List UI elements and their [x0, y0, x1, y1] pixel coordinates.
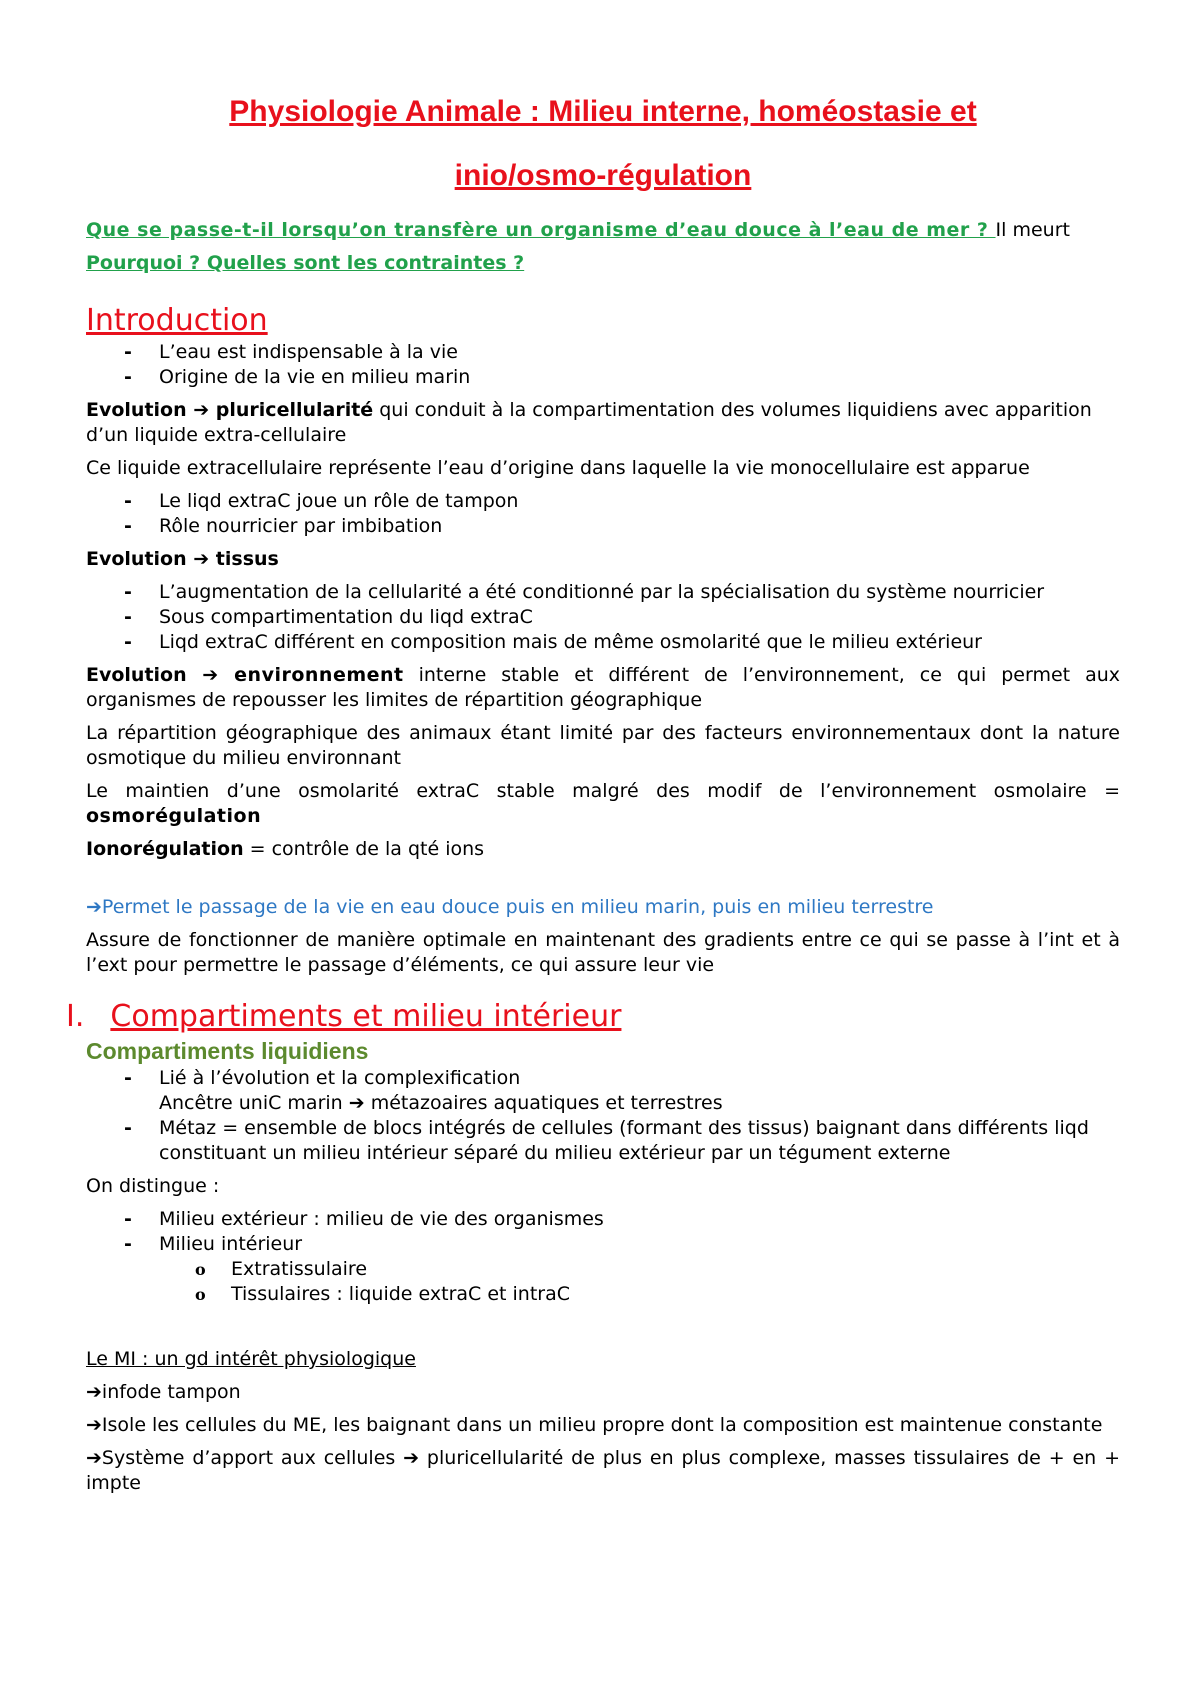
list-item: - L’eau est indispensable à la vie — [86, 340, 1120, 365]
list-item-line: Lié à l’évolution et la complexification — [159, 1067, 521, 1089]
list-item: - Milieu intérieur — [86, 1232, 1120, 1257]
paragraph: La répartition géographique des animaux étant limité par des facteurs environnementaux dont la nature osmotique du milieu environnant — [86, 722, 1120, 769]
ionoregulation-text: = contrôle de la qté ions — [243, 838, 485, 860]
mi-title: Le MI : un gd intérêt physiologique — [86, 1348, 416, 1370]
section-number: I. — [66, 999, 85, 1034]
question-1-answer: Il meurt — [995, 219, 1070, 241]
list-item: - Sous compartimentation du liqd extraC — [86, 605, 1120, 630]
intro-heading: Introduction — [86, 303, 268, 338]
paragraph-text: Le maintien d’une osmolarité extraC stable malgré des modif de l’environnement osmolaire = — [86, 780, 1120, 802]
question-2-text: Pourquoi ? Quelles sont les contraintes ? — [86, 252, 525, 274]
evolution-label: Evolution — [86, 399, 194, 421]
evolution-label: Evolution — [86, 548, 194, 570]
evolution-term: environnement — [218, 664, 404, 686]
title-line-1: Physiologie Animale : Milieu interne, homéostasie et — [229, 95, 977, 128]
list-item: - Origine de la vie en milieu marin — [86, 365, 1120, 390]
list-item-line: Ancêtre uniC marin ➔ métazoaires aquatiques et terrestres — [159, 1092, 723, 1114]
milieu-bullets — [86, 1207, 1120, 1257]
evolution-term: tissus — [209, 548, 279, 570]
list-item: - L’augmentation de la cellularité a été conditionné par la spécialisation du système nourricier — [86, 580, 1120, 605]
blue-arrow-line: ➔Permet le passage de la vie en eau douce puis en milieu marin, puis en milieu terrestre — [86, 896, 934, 918]
list-item — [86, 1066, 1120, 1116]
section-1-bullets — [86, 1066, 1120, 1166]
arrow-line: ➔Système d’apport aux cellules ➔ pluricellularité de plus en plus complexe, masses tissulaires de + en + impte — [86, 1447, 1120, 1494]
arrow-icon: ➔ — [193, 548, 210, 570]
question-2 — [86, 247, 1120, 280]
evolution-label: Evolution — [86, 664, 203, 686]
intro-bullets-3 — [86, 580, 1120, 655]
document-page — [66, 80, 1120, 1504]
subsection-heading: Compartiments liquidiens — [86, 1038, 369, 1064]
evolution-text: qui conduit à la compartimentation des volumes liquidiens avec apparition d’un liquide extra-cellulaire — [86, 399, 1092, 446]
milieu-interieur-subbullets — [86, 1257, 1120, 1307]
evolution-text: interne stable et différent de l’environnement, ce qui permet aux organismes de repousser les limites de répartition géographique — [86, 664, 1120, 711]
section-title: Compartiments et milieu intérieur — [110, 999, 622, 1034]
arrow-line: ➔Isole les cellules du ME, les baignant dans un milieu propre dont la composition est maintenue constante — [86, 1414, 1103, 1436]
arrow-icon: ➔ — [202, 664, 219, 686]
list-item: - Rôle nourricier par imbibation — [86, 514, 1120, 539]
osmoregulation-paragraph — [86, 779, 1120, 829]
arrow-line: ➔infode tampon — [86, 1381, 241, 1403]
paragraph: Assure de fonctionner de manière optimale en maintenant des gradients entre ce qui se passe à l’int et à l’ext pour permettre le passage d’éléments, ce qui assure leur vie — [86, 929, 1120, 976]
question-1-text: Que se passe-t-il lorsqu’on transfère un organisme d’eau douce à l’eau de mer ? — [86, 219, 996, 241]
evolution-term: pluricellularité — [209, 399, 374, 421]
section-1-heading — [68, 998, 1120, 1036]
evolution-tissus — [86, 547, 1120, 572]
list-item: o Extratissulaire — [86, 1257, 1120, 1282]
list-item: - Milieu extérieur : milieu de vie des organismes — [86, 1207, 1120, 1232]
evolution-pluricellularite — [86, 398, 1120, 448]
ionoregulation-term: Ionorégulation — [86, 838, 244, 860]
list-item: o Tissulaires : liquide extraC et intraC — [86, 1282, 1120, 1307]
arrow-icon: ➔ — [193, 399, 210, 421]
list-item: - Le liqd extraC joue un rôle de tampon — [86, 489, 1120, 514]
intro-bullets-2 — [86, 489, 1120, 539]
document-title — [86, 80, 1120, 208]
paragraph: On distingue : — [86, 1175, 220, 1197]
intro-bullets-1 — [86, 340, 1120, 390]
osmoregulation-term: osmorégulation — [86, 805, 262, 827]
paragraph: Ce liquide extracellulaire représente l’eau d’origine dans laquelle la vie monocellulaire est apparue — [86, 457, 1030, 479]
list-item: - Métaz = ensemble de blocs intégrés de cellules (formant des tissus) baignant dans différents liqd constituant un milieu intérieur séparé du milieu extérieur par un tégument externe — [86, 1116, 1120, 1166]
ionoregulation-paragraph — [86, 837, 1120, 862]
title-line-2: inio/osmo-régulation — [454, 159, 752, 192]
list-item: - Liqd extraC différent en composition mais de même osmolarité que le milieu extérieur — [86, 630, 1120, 655]
evolution-environnement — [86, 663, 1120, 713]
question-1 — [86, 214, 1120, 247]
